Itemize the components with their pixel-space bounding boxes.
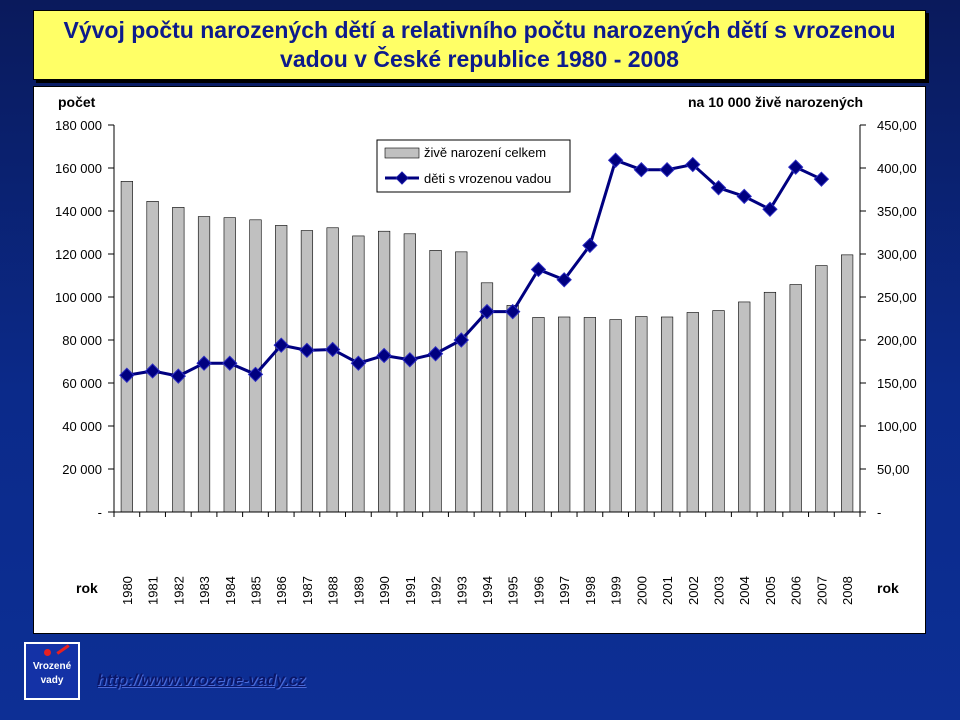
left-tick-label: 100 000: [55, 290, 102, 305]
bar: [507, 305, 519, 512]
vv-point-marker: [737, 189, 751, 203]
left-tick-label: 60 000: [62, 376, 102, 391]
x-tick-label: 1999: [608, 576, 624, 605]
right-tick-label: 400,00: [877, 161, 917, 176]
bar: [353, 236, 365, 512]
x-axis-title-right: rok: [877, 580, 899, 596]
website-link[interactable]: http://www.vrozene-vady.cz: [97, 672, 306, 689]
x-tick-label: 1984: [222, 576, 238, 605]
bar: [687, 312, 699, 512]
bar: [404, 234, 416, 512]
x-tick-label: 2006: [788, 576, 804, 605]
bar: [250, 220, 262, 512]
bar: [558, 317, 570, 512]
x-tick-label: 1995: [505, 576, 521, 605]
bar: [790, 285, 802, 512]
x-tick-label: 1990: [377, 576, 393, 605]
x-tick-label: 2003: [711, 576, 727, 605]
right-tick-label: 100,00: [877, 419, 917, 434]
bar: [327, 228, 339, 512]
legend-bar-swatch: [385, 148, 419, 158]
right-tick-label: 200,00: [877, 333, 917, 348]
bar: [738, 302, 750, 512]
bar: [816, 266, 828, 512]
legend-line-label: děti s vrozenou vadou: [424, 171, 552, 186]
x-tick-label: 1988: [325, 576, 341, 605]
x-tick-label: 1980: [119, 576, 135, 605]
bar: [147, 201, 159, 512]
x-tick-label: 1994: [480, 576, 495, 605]
bar: [610, 320, 622, 512]
bar-series: [121, 181, 853, 512]
x-tick-label: 1997: [557, 576, 573, 605]
x-tick-label: 2000: [634, 576, 650, 605]
x-tick-label: 1987: [299, 576, 315, 605]
bar: [430, 250, 442, 512]
vv-point-marker: [660, 163, 674, 177]
x-tick-label: 2001: [660, 576, 676, 605]
right-tick-label: -: [877, 505, 882, 520]
x-tick-label: 2005: [762, 576, 778, 605]
vv-point-marker: [789, 160, 803, 174]
right-tick-label: 150,00: [877, 376, 917, 391]
legend: [377, 140, 570, 192]
x-tick-label: 2002: [685, 576, 701, 605]
left-tick-label: 180 000: [55, 118, 102, 133]
bar: [841, 255, 853, 512]
left-tick-label: 160 000: [55, 161, 102, 176]
right-tick-label: 450,00: [877, 118, 917, 133]
bar: [533, 317, 545, 512]
bar: [764, 292, 776, 512]
x-tick-label: 1991: [402, 576, 418, 605]
legend-bar-label: živě narození celkem: [424, 145, 547, 160]
bar: [455, 252, 467, 512]
x-tick-label: 1981: [145, 576, 161, 605]
logo-pen-icon: [56, 644, 69, 654]
bar: [713, 311, 725, 512]
chart-title: [33, 10, 926, 80]
left-tick-label: 140 000: [55, 204, 102, 219]
logo-text-line1: Vrozené: [32, 661, 72, 672]
x-tick-label: 1985: [248, 576, 264, 605]
chart-title-line2: vadou v České republice 1980 - 2008: [280, 46, 679, 72]
vrozene-vady-logo[interactable]: [24, 642, 80, 700]
bar: [121, 181, 133, 512]
vv-point-marker: [609, 153, 623, 167]
x-tick-label: 1996: [531, 576, 547, 605]
x-tick-label: 1986: [274, 576, 290, 605]
right-tick-label: 350,00: [877, 204, 917, 219]
left-tick-label: -: [97, 505, 102, 520]
chart-title-line1: Vývoj počtu narozených dětí a relativního počtu narozených dětí s vrozenou: [63, 17, 896, 43]
bar: [275, 225, 287, 512]
x-axis-title-left: rok: [76, 580, 98, 596]
left-tick-label: 40 000: [62, 419, 102, 434]
x-tick-label: 1982: [171, 576, 187, 605]
right-tick-label: 250,00: [877, 290, 917, 305]
logo-text-line2: vady: [40, 675, 64, 686]
bar: [378, 231, 390, 512]
bar: [636, 317, 648, 512]
x-tick-label: 1993: [454, 576, 470, 605]
right-axis-title: na 10 000 živě narozených: [688, 94, 864, 110]
x-tick-label: 1989: [351, 576, 367, 605]
x-tick-label: 2007: [814, 576, 830, 605]
bar: [584, 317, 596, 512]
right-tick-label: 50,00: [877, 462, 910, 477]
x-tick-label: 2008: [840, 576, 856, 605]
bar: [661, 317, 673, 512]
left-axis-title: počet: [58, 94, 96, 110]
x-tick-label: 2004: [737, 576, 753, 605]
left-tick-label: 20 000: [62, 462, 102, 477]
x-tick-label: 1992: [428, 576, 444, 605]
left-tick-label: 120 000: [55, 247, 102, 262]
vv-point-marker: [634, 163, 648, 177]
vv-point-marker: [814, 172, 828, 186]
vv-point-marker: [531, 262, 545, 276]
left-tick-label: 80 000: [62, 333, 102, 348]
right-tick-label: 300,00: [877, 247, 917, 262]
bar: [301, 231, 313, 512]
chart-panel: [33, 86, 926, 634]
bar: [173, 207, 185, 512]
logo-dot-icon: [44, 649, 51, 656]
vv-point-marker: [763, 202, 777, 216]
chart-plot: [34, 87, 925, 633]
x-tick-label: 1998: [582, 576, 598, 605]
x-tick-label: 1983: [197, 576, 213, 605]
